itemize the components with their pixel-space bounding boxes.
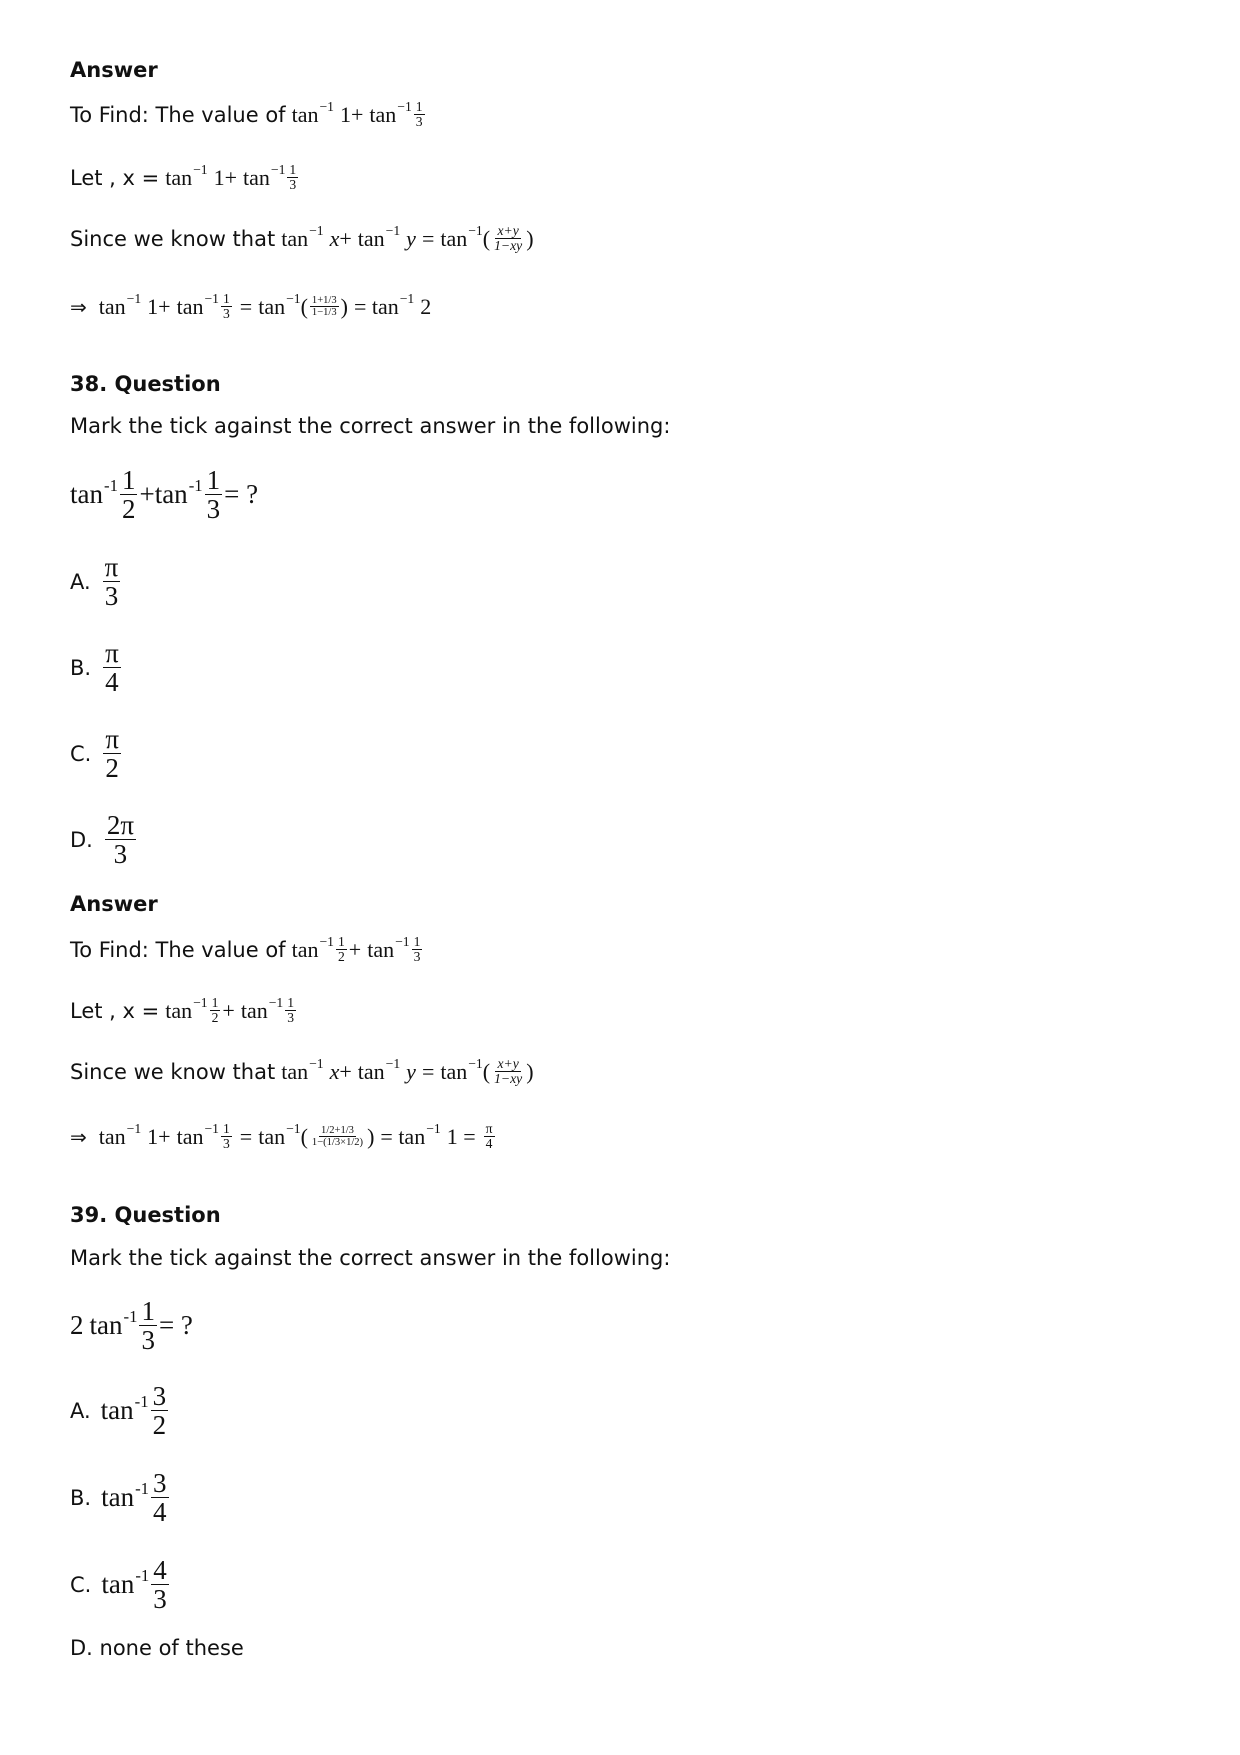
question-38-expression: tan -1 $\frac{1}{2}$ + tan -1 $\frac{1}{3}$ = ? xyxy=(70,465,259,525)
option-c[interactable]: C. tan -1 $\frac{4}{3}$ xyxy=(70,1555,167,1615)
to-find-text: To Find: The value of xyxy=(70,102,286,127)
to-find-expression: tan −1 1+ tan −1 $\frac{1}{3}$ xyxy=(291,99,423,130)
let-line xyxy=(70,996,298,1026)
option-c[interactable]: C. $\frac{\pi}{2}$ xyxy=(70,724,119,784)
option-a[interactable]: A. $\frac{\pi}{3}$ xyxy=(70,552,119,612)
let-text: Let , x = xyxy=(70,165,160,190)
identity-line xyxy=(70,1057,534,1087)
let-expression: tan −1 $\frac{1}{2}$ + tan −1 $\frac{1}{3}$ xyxy=(165,995,295,1026)
identity-expression: tan −1 x + tan −1 y = tan −1 ( $\frac{x+y}{1-xy}$ ) xyxy=(281,223,534,254)
question-38-heading: 38. Question xyxy=(70,372,221,396)
question-39-heading: 39. Question xyxy=(70,1203,221,1227)
identity-expression: tan −1 x + tan −1 y = tan −1 ( $\frac{x+y}{1-xy}$ ) xyxy=(281,1056,534,1087)
option-b[interactable]: B. tan -1 $\frac{3}{4}$ xyxy=(70,1468,167,1528)
result-line xyxy=(70,292,431,322)
question-38-prompt: Mark the tick against the correct answer in the following: xyxy=(70,414,671,438)
let-expression: tan −1 1+ tan −1 $\frac{1}{3}$ xyxy=(165,162,297,193)
answer-heading: Answer xyxy=(70,892,158,916)
option-d[interactable]: D. none of these xyxy=(70,1636,244,1660)
option-b[interactable]: B. $\frac{\pi}{4}$ xyxy=(70,638,119,698)
since-text: Since we know that xyxy=(70,1059,276,1084)
option-d[interactable]: D. $\frac{2\pi}{3}$ xyxy=(70,810,134,870)
question-39-prompt: Mark the tick against the correct answer in the following: xyxy=(70,1246,671,1270)
to-find-line xyxy=(70,935,424,965)
result-line xyxy=(70,1122,497,1152)
let-text: Let , x = xyxy=(70,998,160,1023)
result-expression: ⇒ tan −1 1+ tan −1 $\frac{1}{3}$ = tan −1 ( $\frac{1/2+1/3}{1-(1/3\times 1/2)}$ ) = tan −1 1 = $\frac{\pi}{4}$ xyxy=(70,1121,493,1152)
result-expression: ⇒ tan −1 1+ tan −1 $\frac{1}{3}$ = tan −1 ( $\frac{1+1/3}{1-1/3}$ ) = tan −1 2 xyxy=(70,291,432,322)
answer-heading: Answer xyxy=(70,58,158,82)
let-line xyxy=(70,163,300,193)
since-text: Since we know that xyxy=(70,226,276,251)
to-find-line xyxy=(70,100,427,130)
option-a[interactable]: A. tan -1 $\frac{3}{2}$ xyxy=(70,1381,167,1441)
identity-line xyxy=(70,224,534,254)
to-find-expression: tan −1 $\frac{1}{2}$ + tan −1 $\frac{1}{3}$ xyxy=(291,934,421,965)
question-39-expression: 2 tan -1 $\frac{1}{3}$ = ? xyxy=(70,1296,193,1356)
to-find-text: To Find: The value of xyxy=(70,937,286,962)
